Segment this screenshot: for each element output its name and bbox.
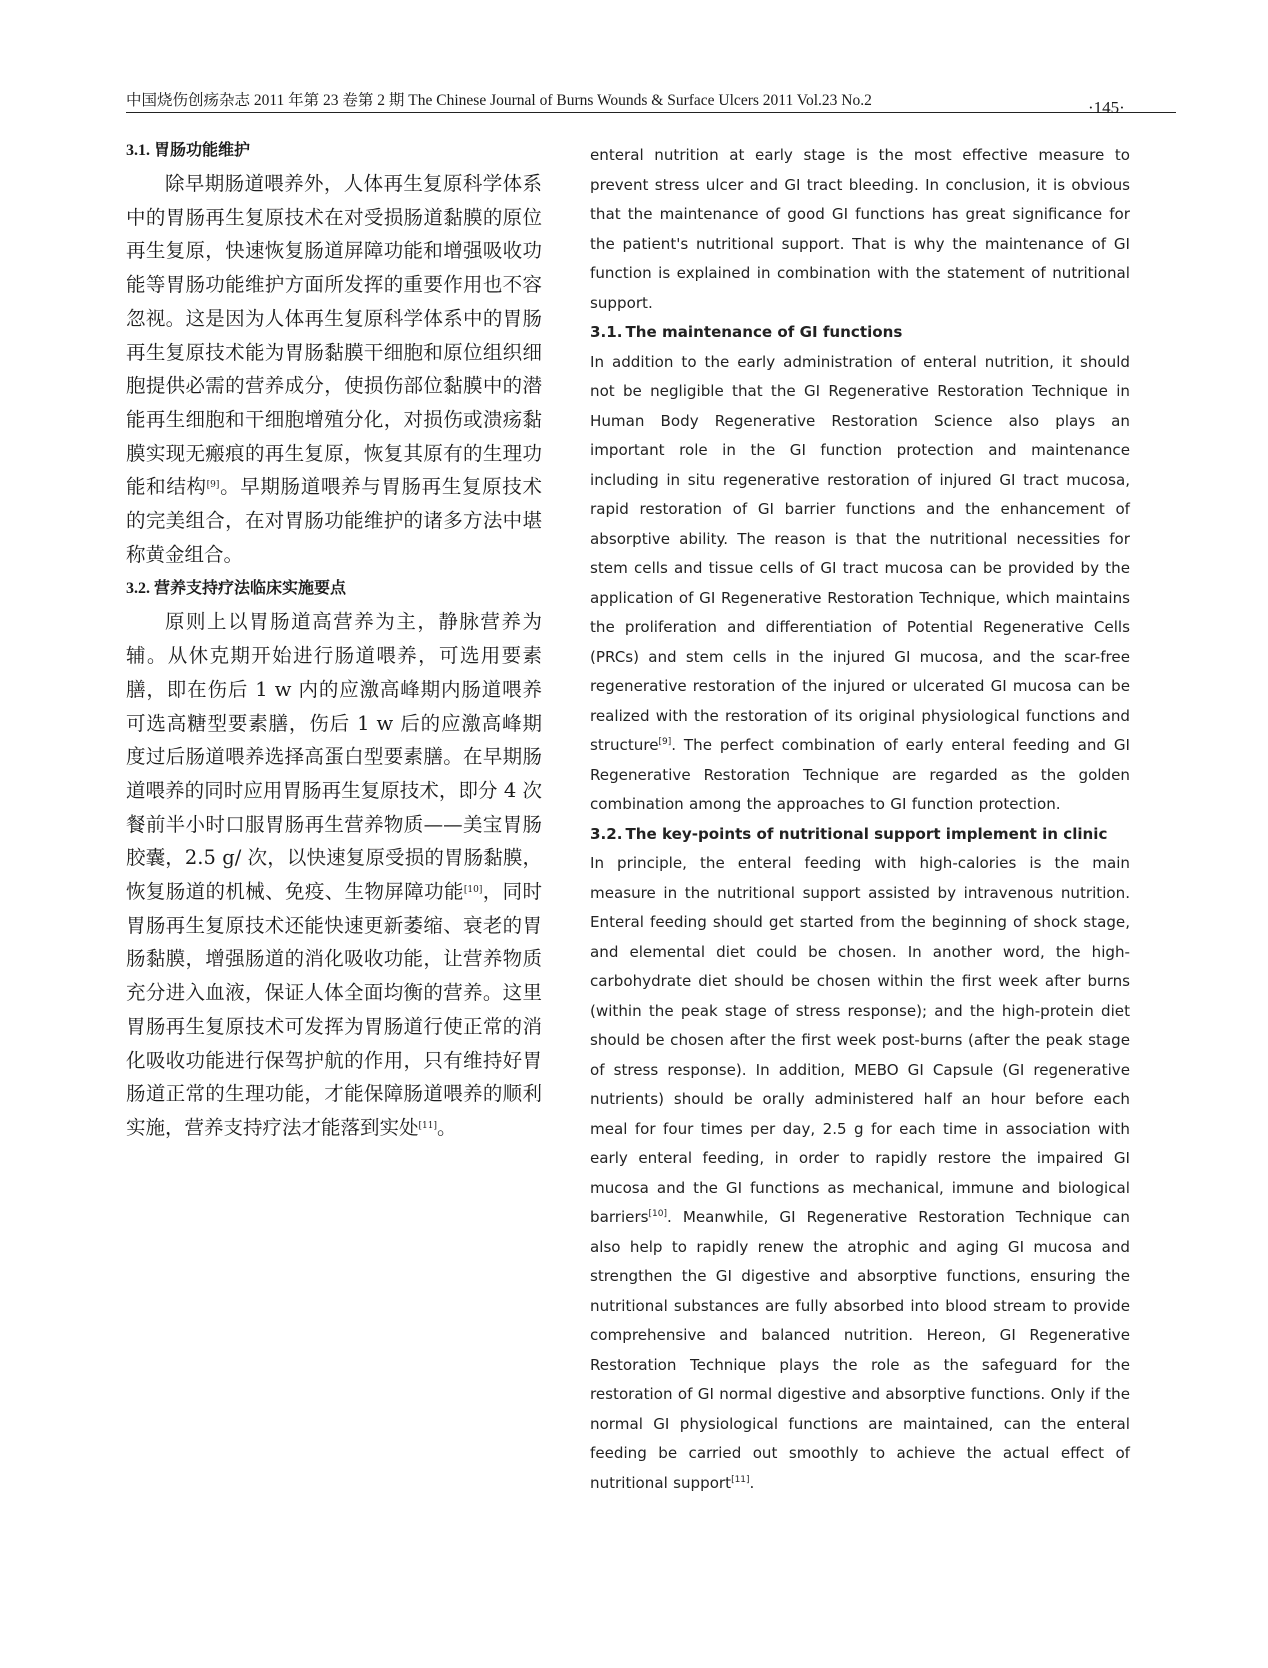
chinese-column xyxy=(126,133,542,1145)
en-section-3-1-text: In addition to the early administration of enteral nutrition, it should not be negligible that the GI Regenerative Restoration Technique in Human Body Regenerative Restoration Science also plays an important role in the GI function protection and maintenance including in situ regenerative restoration of injured GI tract mucosa, rapid restoration of GI barrier functions and the enhancement of absorptive ability. The reason is that the nutritional necessities for stem cells and tissue cells of GI tract mucosa can be provided by the application of GI Regenerative Restoration Technique, which maintains the proliferation and differentiation of Potential Regenerative Cells (PRCs) and stem cells in the injured GI mucosa, and the scar-free regenerative restoration of the injured or ulcerated GI mucosa can be realized with the restoration of its original physiological functions and structure xyxy=(590,352,1130,754)
cn-section-3-2-paragraph xyxy=(126,605,542,1144)
cn-section-3-2-text-end: 。 xyxy=(437,1115,457,1139)
cn-section-3-1-heading xyxy=(126,133,542,167)
citation-9: [9] xyxy=(658,737,672,747)
citation-9: [9] xyxy=(206,480,220,491)
en-section-3-1-heading xyxy=(590,318,1130,348)
en-intro-paragraph: enteral nutrition at early stage is the most effective measure to prevent stress ulcer and GI tract bleeding. In conclusion, it is obvious that the maintenance of good GI functions has great significance for the patient's nutritional support. That is why the maintenance of GI function is explained in combination with the statement of nutritional support. xyxy=(590,146,1130,312)
cn-section-3-2-text: 原则上以胃肠道高营养为主，静脉营养为辅。从休克期开始进行肠道喂养，可选用要素膳，即在伤后 1 w 内的应激高峰期内肠道喂养可选高糖型要素膳，伤后 1 w 后的应激高峰期度过后肠道喂养选择高蛋白型要素膳。在早期肠道喂养的同时应用胃肠再生复原技术，即分 4 次餐前半小时口服胃肠再生营养物质——美宝胃肠胶囊，2.5 g/ 次，以快速复原受损的胃肠黏膜，恢复肠道的机械、免疫、生物屏障功能 xyxy=(126,610,542,904)
cn-section-3-2-text-mid: ，同时胃肠再生复原技术还能快速更新萎缩、衰老的胃肠黏膜，增强肠道的消化吸收功能，让营养物质充分进入血液，保证人体全面均衡的营养。这里胃肠再生复原技术可发挥为胃肠道行使正常的消化吸收功能进行保驾护航的作用，只有维持好胃肠道正常的生理功能，才能保障肠道喂养的顺利实施，营养支持疗法才能落到实处 xyxy=(126,880,542,1139)
citation-11: [11] xyxy=(418,1120,437,1131)
en-section-3-1-number: 3.1. xyxy=(590,323,623,341)
en-section-3-2-text-end: . xyxy=(749,1473,755,1492)
cn-section-3-1-title: 胃肠功能维护 xyxy=(154,140,251,159)
cn-section-3-2-title: 营养支持疗法临床实施要点 xyxy=(154,578,347,598)
en-section-3-1-text-end: . The perfect combination of early enteral feeding and GI Regenerative Restoration Technique are regarded as the golden combination among the approaches to GI function protection. xyxy=(590,736,1130,813)
cn-section-3-1-paragraph xyxy=(126,167,542,571)
cn-section-3-1-text-end: 。早期肠道喂养与胃肠再生复原技术的完美组合，在对胃肠功能维护的诸多方法中堪称黄金组合。 xyxy=(126,475,542,566)
cn-section-3-1-number: 3.1. xyxy=(126,142,150,159)
en-section-3-2-text-mid: . Meanwhile, GI Regenerative Restoration Technique can also help to rapidly renew the atrophic and aging GI mucosa and strengthen the GI digestive and absorptive functions, ensuring the nutritional substances are fully absorbed into blood stream to provide comprehensive and balanced nutrition. Hereon, GI Regenerative Restoration Technique plays the role as the safeguard for the restoration of GI normal digestive and absorptive functions. Only if the normal GI physiological functions are maintained, can the enteral feeding be carried out smoothly to achieve the actual effect of nutritional support xyxy=(590,1208,1130,1492)
en-section-3-2-text: In principle, the enteral feeding with high-calories is the main measure in the nutritional support assisted by intravenous nutrition. Enteral feeding should get started from the beginning of shock stage, and elemental diet could be chosen. In another word, the high-carbohydrate diet should be chosen within the first week after burns (within the peak stage of stress response); and the high-protein diet should be chosen after the first week post-burns (after the peak stage of stress response). In addition, MEBO GI Capsule (GI regenerative nutrients) should be orally administered half an hour before each meal for four times per day, 2.5 g for each time in association with early enteral feeding, in order to rapidly restore the impaired GI mucosa and the GI functions as mechanical, immune and biological barriers xyxy=(590,854,1130,1226)
citation-11: [11] xyxy=(731,1474,750,1485)
page-number: ·145· xyxy=(1088,98,1125,117)
running-header xyxy=(126,90,1176,113)
cn-section-3-2-number: 3.2. xyxy=(126,580,150,598)
en-section-3-2-number: 3.2. xyxy=(590,824,623,843)
english-column xyxy=(590,141,1130,1498)
journal-citation: 中国烧伤创疡杂志 2011 年第 23 卷第 2 期 The Chinese Journal of Burns Wounds & Surface Ulcers 2011 Vol.23 No.2 xyxy=(126,92,872,109)
en-section-3-1-title: The maintenance of GI functions xyxy=(625,323,903,341)
en-section-3-2-heading xyxy=(590,820,1130,850)
citation-10: [10] xyxy=(648,1209,668,1219)
en-section-3-1-paragraph xyxy=(590,348,1130,820)
en-section-3-2-paragraph xyxy=(590,849,1130,1498)
cn-section-3-2-heading xyxy=(126,571,542,605)
cn-section-3-1-text: 除早期肠道喂养外，人体再生复原科学体系中的胃肠再生复原技术在对受损肠道黏膜的原位再生复原，快速恢复肠道屏障功能和增强吸收功能等胃肠功能维护方面所发挥的重要作用也不容忽视。这是因为人体再生复原科学体系中的胃肠再生复原技术能为胃肠黏膜干细胞和原位组织细胞提供必需的营养成分，使损伤部位黏膜中的潜能再生细胞和干细胞增殖分化，对损伤或溃疡黏膜实现无瘢痕的再生复原，恢复其原有的生理功能和结构 xyxy=(126,172,542,499)
citation-10: [10] xyxy=(463,885,483,896)
en-section-3-2-title: The key-points of nutritional support implement in clinic xyxy=(625,824,1108,843)
